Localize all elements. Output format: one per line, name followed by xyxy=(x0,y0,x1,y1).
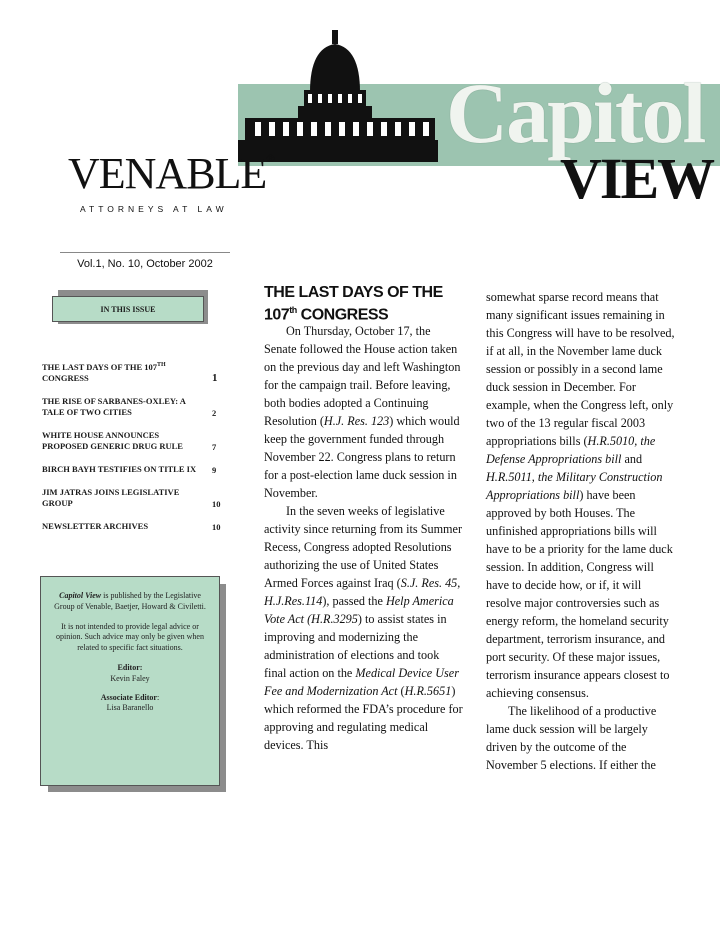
volume-info: Vol.1, No. 10, October 2002 xyxy=(77,258,213,270)
capitol-colonnade xyxy=(245,118,435,142)
article-title: THE LAST DAYS OF THE 107th CONGRESS xyxy=(264,284,443,324)
firm-name: VENABLE xyxy=(68,149,267,198)
article-paragraph: In the seven weeks of legislative activity since returning from its Summer Recess, Congress adopted Resolutions authorizing the use of United States Armed Forces against Iraq (S.J. Res. 45, H.J.Res.114), passed the Help America Vote Act (H.R.3295) to assist states in improving and modernizing the administration of elections and took final action on the Medical Device User Fee and Modernization Act (H.R.5651) which reformed the FDA’s procedure for approving and regulating medical devices. This xyxy=(264,504,463,752)
masthead-title-view: VIEW xyxy=(560,146,714,211)
disclaimer: It is not intended to provide legal advice or opinion. Such advice may only be given when related to specific fact situations. xyxy=(56,621,204,653)
divider xyxy=(60,252,230,253)
table-of-contents xyxy=(42,362,226,544)
editor-credit: Editor: Kevin Faley xyxy=(110,662,150,683)
registered-mark: ® xyxy=(266,153,274,165)
associate-editor-credit: Associate Editor: Lisa Baranello xyxy=(100,692,160,713)
capitol-dome-icon xyxy=(290,30,380,120)
toc-item[interactable]: JIM JATRAS JOINS LEGISLATIVE GROUP 10 xyxy=(42,487,221,510)
publication-note: Capitol View is published by the Legislative Group of Venable, Baetjer, Howard & Civiletti. xyxy=(54,591,206,611)
toc-item[interactable]: THE RISE OF SARBANES-OXLEY: A TALE OF TWO CITIES 2 xyxy=(42,396,217,419)
article-paragraph: somewhat sparse record means that many significant issues remaining in this Congress will have to be resolved, if at all, in the November lame duck session or possibly in a second lame duck session in December. For example, when the Congress left, only two of the 13 regular fiscal 2003 appropriations bills (H.R.5010, the Defense Appropriations bill and H.R.5011, the Military Construction Appropriations bill) have been approved by both Houses. The unfinished appropriations bills will have to be a priority for the lame duck session. In addition, Congress will have to decide how, or if, it will resolve major controversies such as energy reform, the homeland security department, terrorism insurance, and port security. Of these major issues, terrorism insurance appears closest to achieving consensus. xyxy=(486,290,675,700)
toc-item[interactable]: BIRCH BAYH TESTIFIES ON TITLE IX 9 xyxy=(42,464,217,476)
masthead-title-capitol: Capitol xyxy=(446,65,705,161)
toc-item[interactable]: NEWSLETTER ARCHIVES 10 xyxy=(42,521,221,533)
publication-info-box xyxy=(40,576,220,786)
article-paragraph: On Thursday, October 17, the Senate followed the House action taken on the previous day and left Washington for the campaign trail. Before leaving, both bodies adopted a Continuing Resolution (H.J. Res. 123) which would keep the government funded through November 22. Congress plans to return for a post-election lame duck session in November. xyxy=(264,324,461,500)
article-column-1 xyxy=(264,322,464,754)
firm-subtitle: ATTORNEYS AT LAW xyxy=(80,204,228,214)
issue-label: IN THIS ISSUE xyxy=(52,296,204,322)
article-paragraph: The likelihood of a productive lame duck session will be largely driven by the outcome of the November 5 elections. If either the xyxy=(486,704,657,772)
firm-logo xyxy=(68,149,274,198)
toc-item[interactable]: WHITE HOUSE ANNOUNCES PROPOSED GENERIC DRUG RULE 7 xyxy=(42,430,217,453)
toc-item[interactable]: THE LAST DAYS OF THE 107TH CONGRESS 1 xyxy=(42,362,218,385)
article-column-2 xyxy=(486,288,676,774)
